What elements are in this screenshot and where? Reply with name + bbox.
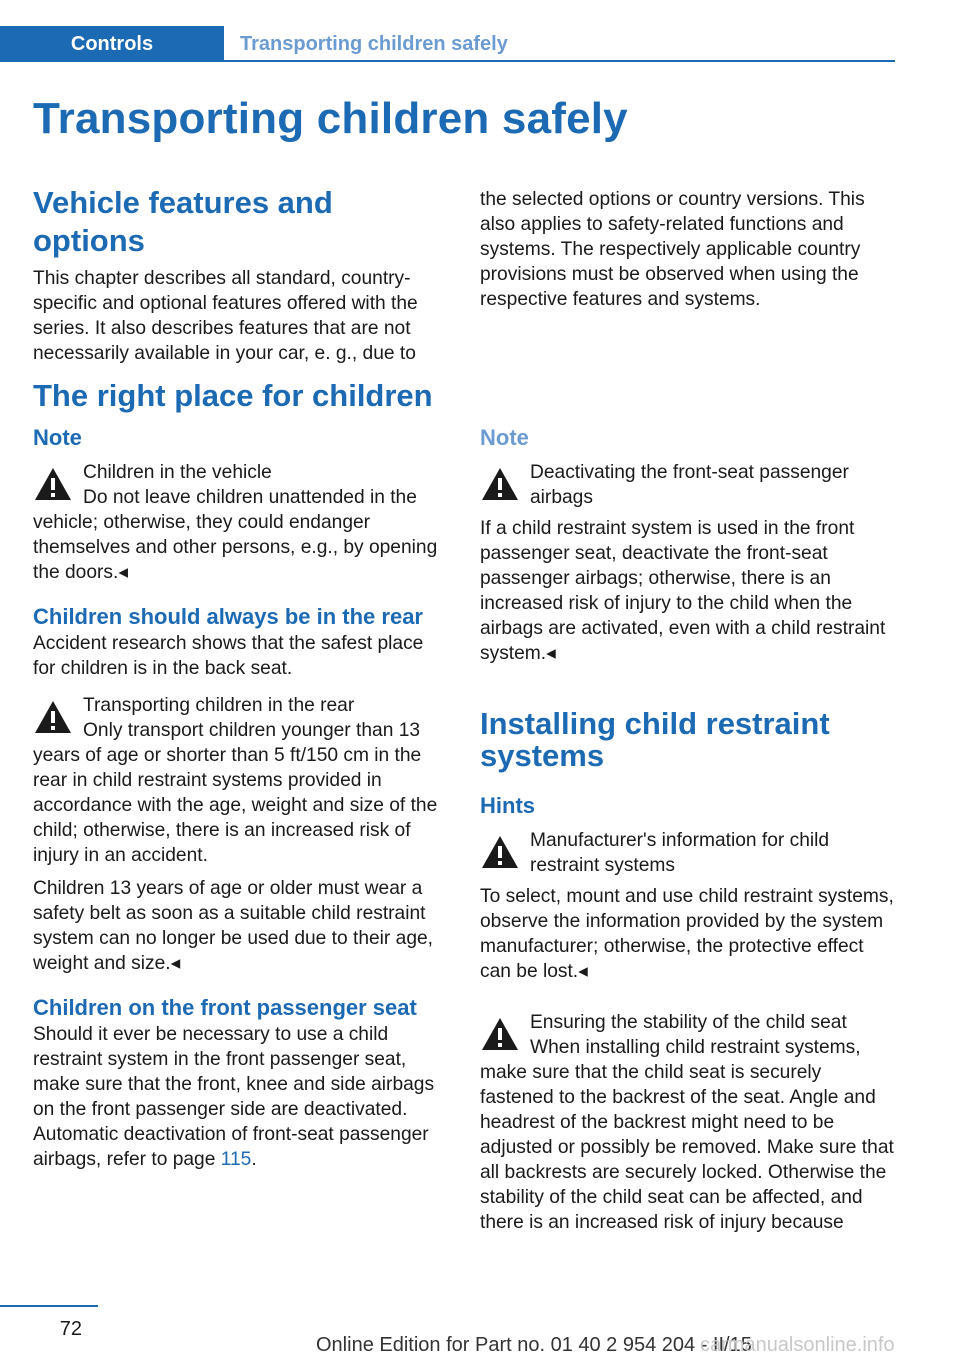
- chapter-tab[interactable]: Controls: [0, 26, 224, 62]
- note-heading: Note: [480, 425, 529, 450]
- warning-title: Deactivating the front-seat passenger airbags: [530, 462, 849, 508]
- page-link[interactable]: 115: [220, 1149, 252, 1170]
- warning-triangle-icon: [480, 834, 520, 870]
- warning-stability: [480, 1010, 895, 1235]
- warning-body: To select, mount and use child restraint systems, observe the information provided by the system manufacturer; otherwise, the protective effect can be lost.◂: [480, 886, 894, 982]
- front-text-end: .: [251, 1149, 257, 1170]
- page-number: 72: [59, 1318, 82, 1340]
- warning-triangle-icon: [480, 466, 520, 502]
- warning-triangle-icon: [33, 466, 73, 502]
- warning-body: Only transport children younger than 13 years of age or shorter than 5 ft/150 cm in the rear in child restraint systems provided in accordance with the age, weight and size of the child; otherwise, there is an increased risk of injury in an accident.: [33, 720, 438, 866]
- warning-triangle-icon: [33, 699, 73, 735]
- page-title: Transporting children safely: [33, 94, 628, 143]
- footer-divider: [0, 1305, 98, 1307]
- front-text: [33, 1022, 448, 1172]
- warning-triangle-icon: [480, 1016, 520, 1052]
- hints-heading: Hints: [480, 793, 535, 818]
- vehicle-features-text-continued: the selected options or country versions. This also applies to safety-related functions and systems. The respectively applicable country provisions must be observed when using the respective features and systems.: [480, 189, 865, 310]
- warning-airbag: [480, 460, 895, 666]
- watermark: carmanualsonline.info: [700, 1334, 895, 1356]
- rear-text-2: Children 13 years of age or older must wear a safety belt as soon as a suitable child restraint system can no longer be used due to their age, weight and size.◂: [33, 878, 433, 974]
- header-divider: [224, 60, 895, 62]
- warning-title: Children in the vehicle: [83, 462, 272, 483]
- warning-title: Ensuring the stability of the child seat: [530, 1012, 847, 1033]
- section-heading-right-place: The right place for children: [33, 378, 433, 413]
- warning-body: If a child restraint system is used in the front passenger seat, deactivate the front-seat passenger airbags; otherwise, there is an increased risk of injury to the child when the airbags are activated, even with a child restraint system.◂: [480, 518, 886, 664]
- page-header: [0, 26, 895, 62]
- breadcrumb[interactable]: Transporting children safely: [240, 33, 508, 55]
- front-text-body: Should it ever be necessary to use a child restraint system in the front passenger seat, make sure that the front, knee and side airbags on the front passenger side are deactivated. Automatic deactivation of front-seat passenger airbags, refer to page: [33, 1024, 435, 1170]
- subheading-rear: Children should always be in the rear: [33, 604, 423, 629]
- warning-title: Manufacturer's information for child restraint systems: [530, 830, 830, 876]
- warning-manufacturer: [480, 828, 895, 984]
- left-column: [33, 424, 448, 1172]
- edition-text: Online Edition for Part no. 01 40 2 954 204 - II/15: [316, 1334, 752, 1356]
- section-heading-installing: Installing child restraint systems: [480, 706, 830, 773]
- rear-text: Accident research shows that the safest place for children is in the back seat.: [33, 633, 424, 679]
- subheading-front: Children on the front passenger seat: [33, 995, 417, 1020]
- warning-title: Transporting children in the rear: [83, 695, 355, 716]
- right-column: [480, 424, 895, 1235]
- vehicle-features-text: This chapter describes all standard, country-specific and optional features offered with the series. It also describes features that are not necessarily available in your car, e. g., due to: [33, 268, 418, 364]
- section-heading-vehicle-features: Vehicle features and options: [33, 185, 333, 258]
- note-heading: Note: [33, 425, 82, 450]
- warning-rear: [33, 693, 448, 868]
- warning-body: Do not leave children unattended in the vehicle; otherwise, they could endanger themselves and other persons, e.g., by opening the doors.◂: [33, 487, 438, 583]
- vehicle-features-left: [33, 184, 448, 366]
- warning-children-vehicle: [33, 460, 448, 585]
- warning-body: When installing child restraint systems, make sure that the child seat is securely fastened to the backrest of the seat. Angle and headrest of the backrest might need to be adjusted or possibly be removed. Make sure that all backrests are securely locked. Otherwise the stability of the child seat can be affected, and there is an increased risk of injury because: [480, 1037, 894, 1233]
- vehicle-features-right: [480, 187, 895, 312]
